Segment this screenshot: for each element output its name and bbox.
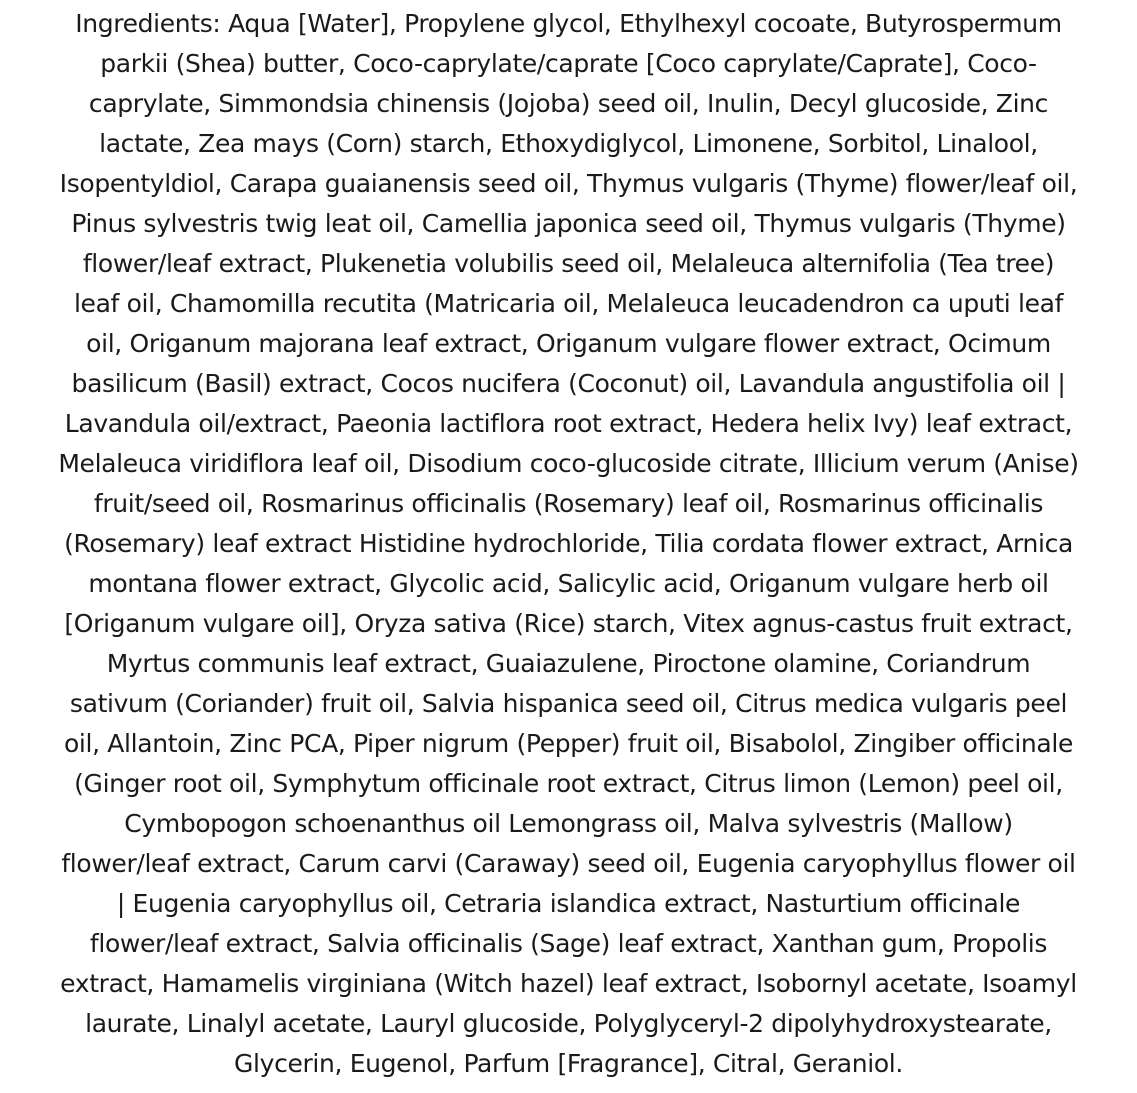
ingredients-line-12: Melaleuca viridiflora leaf oil, Disodium coco-glucoside citrate, Illicium verum (Anise) [58, 449, 1079, 478]
ingredients-line-6: Pinus sylvestris twig leat oil, Camellia japonica seed oil, Thymus vulgaris (Thyme) [71, 209, 1066, 238]
ingredients-line-21: Cymbopogon schoenanthus oil Lemongrass oil, Malva sylvestris (Mallow) [124, 809, 1013, 838]
ingredients-line-26: laurate, Linalyl acetate, Lauryl glucoside, Polyglyceryl-2 dipolyhydroxystearate, [85, 1009, 1052, 1038]
ingredients-line-17: Myrtus communis leaf extract, Guaiazulene, Piroctone olamine, Coriandrum [106, 649, 1031, 678]
ingredients-line-22: flower/leaf extract, Carum carvi (Caraway) seed oil, Eugenia caryophyllus flower oil [61, 849, 1076, 878]
ingredients-line-9: oil, Origanum majorana leaf extract, Origanum vulgare flower extract, Ocimum [86, 329, 1051, 358]
ingredients-line-18: sativum (Coriander) fruit oil, Salvia hispanica seed oil, Citrus medica vulgaris peel [69, 689, 1068, 718]
ingredients-line-15: montana flower extract, Glycolic acid, Salicylic acid, Origanum vulgare herb oil [88, 569, 1049, 598]
ingredients-line-14: (Rosemary) leaf extract Histidine hydrochloride, Tilia cordata flower extract, Arnica [64, 529, 1073, 558]
ingredients-line-3: caprylate, Simmondsia chinensis (Jojoba) seed oil, Inulin, Decyl glucoside, Zinc [88, 89, 1049, 118]
ingredients-line-16: [Origanum vulgare oil], Oryza sativa (Rice) starch, Vitex agnus-castus fruit extract, [64, 609, 1073, 638]
ingredients-line-7: flower/leaf extract, Plukenetia volubilis seed oil, Melaleuca alternifolia (Tea tree) [82, 249, 1055, 278]
ingredients-line-4: lactate, Zea mays (Corn) starch, Ethoxydiglycol, Limonene, Sorbitol, Linalool, [99, 129, 1038, 158]
ingredients-list [6, 4, 1131, 1084]
ingredients-line-2: parkii (Shea) butter, Coco-caprylate/caprate [Coco caprylate/Caprate], Coco- [100, 49, 1037, 78]
ingredients-line-19: oil, Allantoin, Zinc PCA, Piper nigrum (Pepper) fruit oil, Bisabolol, Zingiber officinale [63, 729, 1074, 758]
ingredients-line-10: basilicum (Basil) extract, Cocos nucifera (Coconut) oil, Lavandula angustifolia oil | [71, 369, 1066, 398]
ingredients-line-23: | Eugenia caryophyllus oil, Cetraria islandica extract, Nasturtium officinale [116, 889, 1021, 918]
ingredients-line-20: (Ginger root oil, Symphytum officinale root extract, Citrus limon (Lemon) peel oil, [74, 769, 1063, 798]
ingredients-line-27: Glycerin, Eugenol, Parfum [Fragrance], Citral, Geraniol. [234, 1049, 903, 1078]
ingredients-line-13: fruit/seed oil, Rosmarinus officinalis (Rosemary) leaf oil, Rosmarinus officinalis [93, 489, 1044, 518]
ingredients-line-8: leaf oil, Chamomilla recutita (Matricaria oil, Melaleuca leucadendron ca uputi leaf [73, 289, 1064, 318]
ingredients-line-25: extract, Hamamelis virginiana (Witch hazel) leaf extract, Isobornyl acetate, Isoamyl [60, 969, 1077, 998]
ingredients-line-1: Ingredients: Aqua [Water], Propylene glycol, Ethylhexyl cocoate, Butyrospermum [75, 9, 1062, 38]
ingredients-line-24: flower/leaf extract, Salvia officinalis (Sage) leaf extract, Xanthan gum, Propolis [89, 929, 1048, 958]
ingredients-line-5: Isopentyldiol, Carapa guaianensis seed oil, Thymus vulgaris (Thyme) flower/leaf oil, [59, 169, 1078, 198]
ingredients-line-11: Lavandula oil/extract, Paeonia lactiflora root extract, Hedera helix Ivy) leaf extract, [64, 409, 1073, 438]
